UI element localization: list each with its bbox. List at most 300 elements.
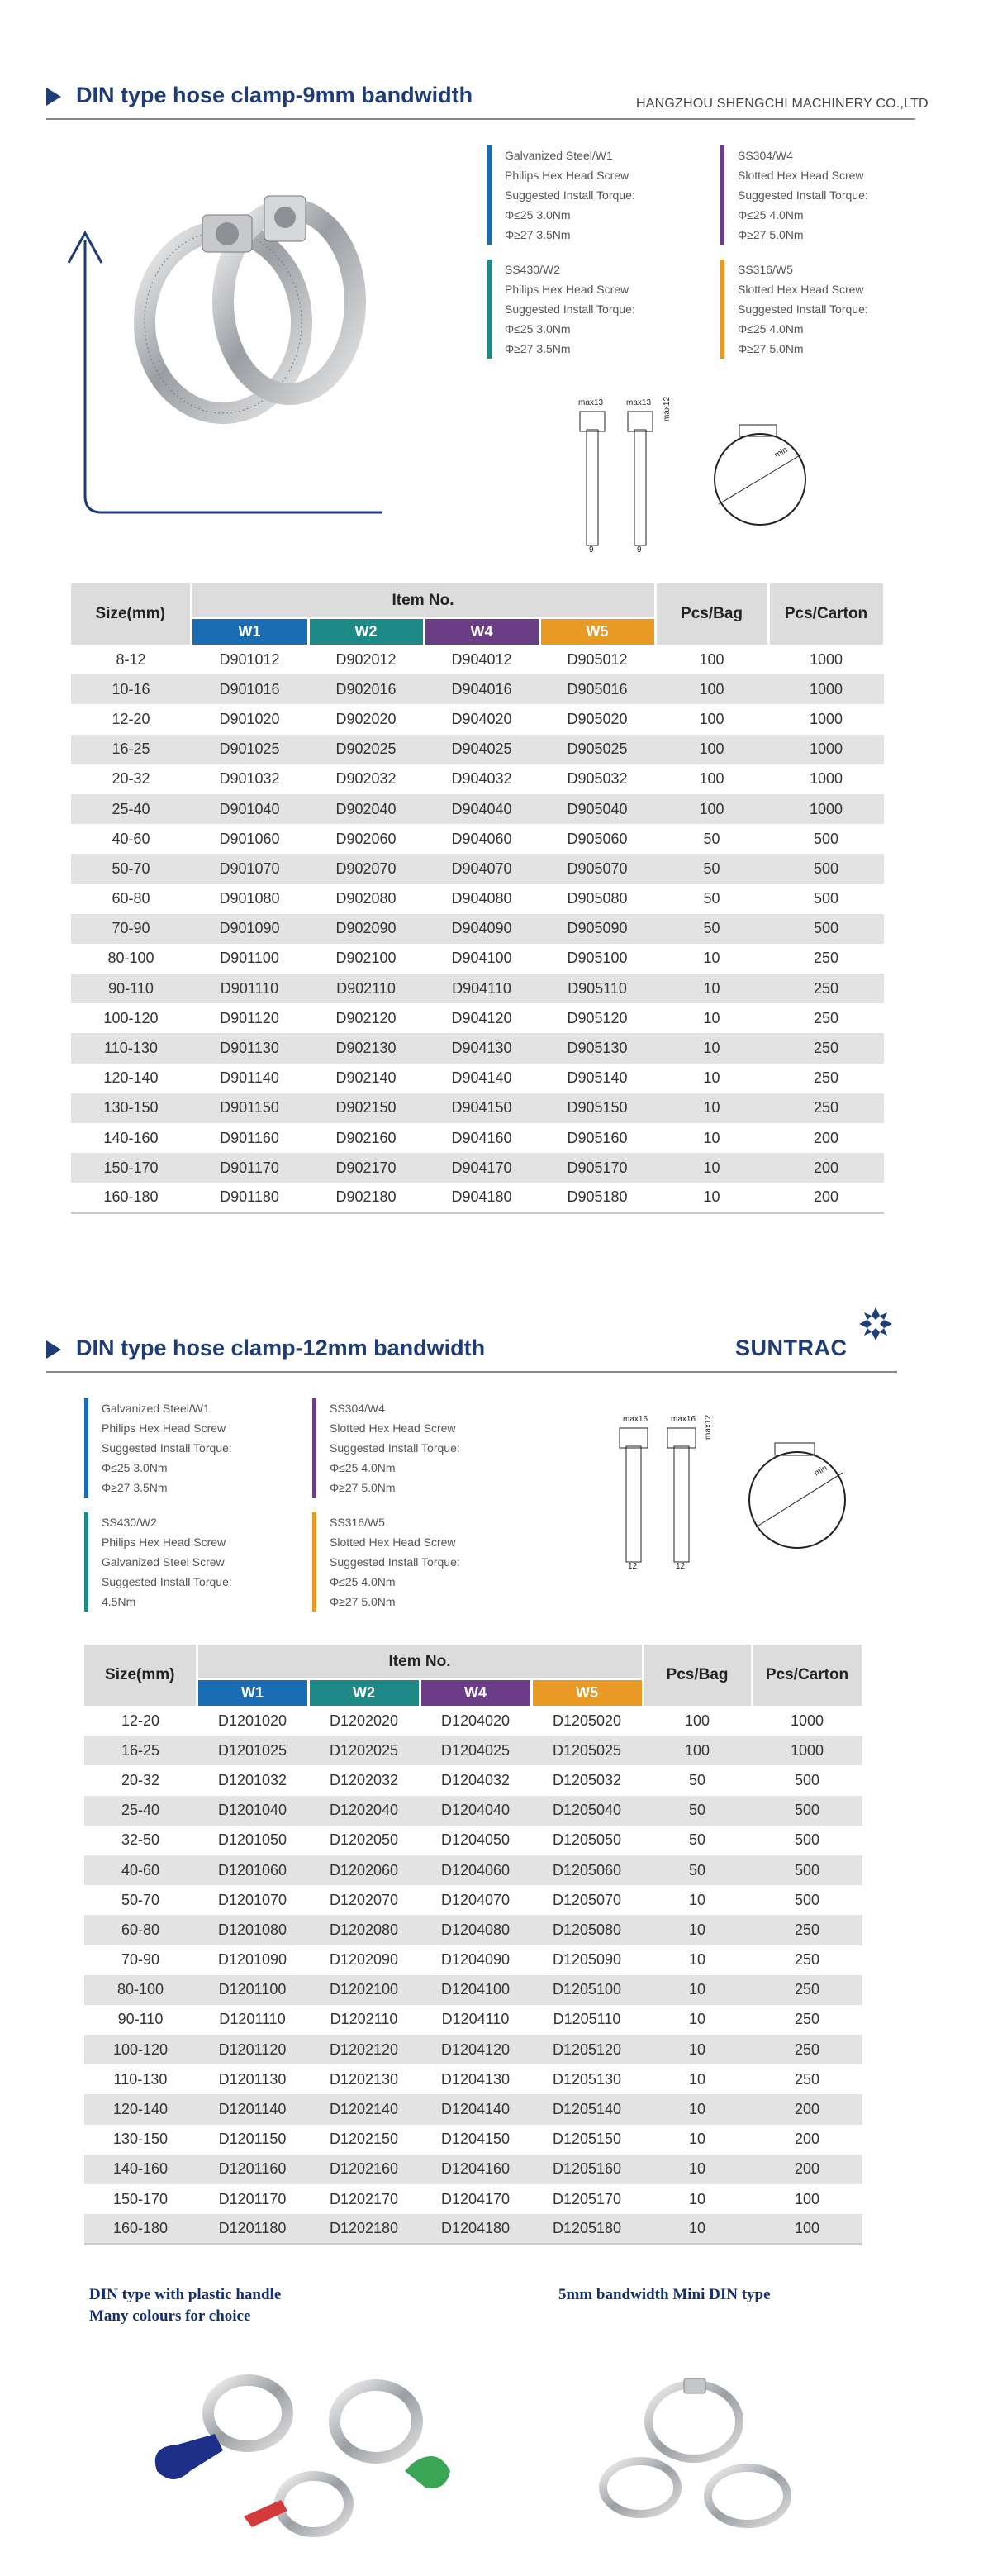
table-cell: D901110 (191, 974, 308, 1003)
table-cell: 250 (813, 950, 839, 967)
table-cell: D901130 (191, 1033, 308, 1063)
dim-label: min (813, 1464, 829, 1478)
table-cell: D901016 (191, 674, 308, 704)
spec-line: Galvanized Steel Screw (102, 1555, 225, 1569)
dim-label: max12 (704, 1414, 713, 1440)
table-cell: D905120 (567, 1009, 628, 1026)
table-cell: D1201170 (218, 2190, 287, 2207)
table-cell: D901020 (219, 710, 280, 727)
dim-label: min (773, 445, 790, 460)
table-cell: D1201160 (197, 2155, 308, 2184)
table-cell: D902100 (335, 950, 397, 967)
table-cell: 160-180 (84, 2214, 197, 2244)
col-carton-header: Pcs/Carton (752, 1645, 862, 1706)
table-cell: D1202120 (308, 2035, 420, 2064)
table-cell: 500 (752, 1796, 862, 1826)
table-cell: 50-70 (71, 854, 191, 883)
table-cell: D904150 (424, 1093, 539, 1123)
col-w5-header: W5 (539, 618, 655, 645)
table-cell: 110-130 (113, 2070, 168, 2088)
table-cell: 50 (703, 830, 720, 847)
table-row (84, 1945, 862, 1975)
table-cell: D1205120 (531, 2035, 643, 2064)
table-cell: D1204020 (440, 1712, 511, 1729)
table-cell: 140-160 (103, 1129, 159, 1146)
table-row (84, 1796, 862, 1826)
table-cell: 60-80 (112, 890, 150, 907)
spec-line: Φ≤25 3.0Nm (102, 1461, 168, 1474)
table-cell: D1204130 (440, 2070, 511, 2088)
table-cell: D904025 (424, 735, 539, 764)
table-row (84, 1736, 862, 1765)
table-cell: D901170 (191, 1153, 308, 1183)
table-cell: 10 (703, 950, 720, 967)
table-cell: D1202032 (329, 1771, 399, 1788)
table-cell: 12-20 (112, 710, 150, 727)
table-cell: D902160 (335, 1129, 397, 1146)
table-cell: D902150 (308, 1093, 424, 1123)
spec-line: Φ≤25 4.0Nm (330, 1461, 396, 1474)
table-cell: 150-170 (71, 1153, 191, 1183)
table-cell: 1000 (768, 794, 884, 824)
table-cell: D1205032 (552, 1771, 622, 1788)
col-w1-header: W1 (197, 1679, 308, 1706)
table-cell: D901060 (219, 830, 280, 847)
table-cell: 100 (684, 1712, 710, 1729)
spec-line: Slotted Hex Head Screw (330, 1421, 456, 1435)
table-cell: 100 (699, 650, 724, 668)
table-cell: D1204110 (441, 2011, 510, 2028)
table-cell: D1202140 (308, 2094, 420, 2124)
table-cell: D1205160 (531, 2155, 643, 2184)
company-name: HANGZHOU SHENGCHI MACHINERY CO.,LTD (636, 97, 929, 111)
table-cell: D1204080 (420, 1915, 531, 1945)
table-cell: D901040 (191, 794, 308, 824)
table-cell: 120-140 (103, 1069, 159, 1087)
table-cell: D1204070 (440, 1891, 511, 1908)
table-row (71, 944, 884, 974)
table-cell: D905012 (567, 650, 628, 668)
spec-line: Φ≤25 4.0Nm (738, 208, 804, 221)
col-item-header: Item No. (191, 583, 655, 618)
table-cell: D904160 (451, 1129, 512, 1146)
spec-line: Galvanized Steel/W1 (505, 149, 613, 162)
spec-line: Suggested Install Torque: (330, 1441, 460, 1455)
table-cell: D905170 (539, 1153, 655, 1183)
spec-line: Φ≥27 3.5Nm (505, 228, 571, 241)
table-cell: 250 (794, 1951, 820, 1969)
table-cell: 25-40 (71, 794, 191, 824)
table-cell: D1204032 (440, 1771, 511, 1788)
table-cell: D902070 (308, 854, 424, 883)
table-cell: D902110 (308, 974, 424, 1003)
table-cell: D905080 (567, 890, 628, 907)
spec-line: Φ≥27 3.5Nm (505, 342, 571, 355)
table-row (84, 1706, 862, 1736)
table-cell: 500 (768, 914, 884, 944)
table-cell: D1202060 (308, 1855, 420, 1885)
table-cell: 16-25 (84, 1736, 197, 1765)
spec-line: Suggested Install Torque: (505, 302, 635, 316)
table-cell: 1000 (768, 674, 884, 704)
table-cell: D1204150 (440, 2131, 511, 2148)
spec-line: SS316/W5 (738, 263, 793, 276)
spec-line: Galvanized Steel/W1 (102, 1402, 210, 1415)
dim-label: max13 (578, 398, 604, 407)
dim-label: 12 (628, 1562, 638, 1570)
table-cell: 80-100 (84, 1975, 197, 2005)
table-cell: D1204140 (420, 2094, 531, 2124)
table-cell: D905070 (539, 854, 655, 883)
table-cell: 500 (794, 1891, 820, 1908)
brand-mark-icon (857, 1306, 894, 1342)
table-cell: 50 (689, 1831, 706, 1849)
table-cell: D1201130 (218, 2070, 287, 2088)
spec-block (720, 260, 868, 359)
table-cell: D904090 (424, 914, 539, 944)
spec-line: Φ≤25 4.0Nm (738, 322, 804, 336)
table-cell: 100-120 (103, 1009, 159, 1026)
spec-line: SS304/W4 (738, 149, 793, 162)
table-cell: D1202150 (329, 2131, 399, 2148)
table-row (71, 1123, 884, 1153)
spec-line: 4.5Nm (102, 1595, 136, 1608)
table-cell: D1202180 (308, 2214, 420, 2244)
dim-label: max13 (626, 398, 652, 407)
table-cell: D1205170 (552, 2190, 622, 2207)
technical-drawing-12mm (595, 1405, 859, 1570)
caption-line: DIN type with plastic handle (89, 2286, 282, 2303)
table-cell: D1205100 (531, 1975, 643, 2005)
table-cell: D902025 (308, 735, 424, 764)
table-cell: 250 (813, 1069, 839, 1087)
table-cell: D1201025 (197, 1736, 308, 1765)
table-cell: 10-16 (71, 674, 191, 704)
brand-name: SUNTRAC (735, 1336, 848, 1360)
table-cell: D1201032 (217, 1771, 287, 1788)
table-cell: D1205025 (531, 1736, 643, 1765)
product-table-9mm (71, 583, 886, 1214)
table-cell: D1204025 (420, 1736, 531, 1765)
table-cell: 10 (689, 2190, 706, 2207)
col-bag-header: Pcs/Bag (643, 1645, 752, 1706)
table-cell: 500 (813, 890, 839, 907)
table-cell: D901160 (220, 1129, 279, 1146)
table-cell: 10 (655, 974, 768, 1003)
spec-line: Suggested Install Torque: (738, 302, 868, 316)
spec-line: Suggested Install Torque: (330, 1555, 460, 1569)
spec-line: SS304/W4 (330, 1402, 385, 1415)
table-cell: D1201100 (197, 1975, 308, 2005)
table-cell: D1205070 (552, 1891, 622, 1908)
table-cell: D1202110 (330, 2011, 398, 2028)
plastic-handle-caption (89, 2284, 281, 2327)
table-cell: D904020 (451, 710, 512, 727)
table-cell: 10 (655, 1033, 768, 1063)
table-cell: 10 (689, 1891, 706, 1908)
table-cell: 250 (752, 1975, 862, 2005)
table-row (71, 794, 884, 824)
table-cell: 16-25 (71, 735, 191, 764)
section1-rule (46, 118, 915, 120)
table-cell: D901120 (220, 1009, 279, 1026)
plastic-handle-clamps-photo (140, 2347, 471, 2554)
table-cell: D904040 (424, 794, 539, 824)
table-cell: D905020 (567, 710, 628, 727)
col-w1-header: W1 (191, 618, 308, 645)
spec-line: Φ≤25 3.0Nm (505, 208, 571, 221)
spec-line: SS430/W2 (102, 1516, 157, 1529)
table-cell: D905040 (539, 794, 655, 824)
table-cell: D904080 (451, 890, 512, 907)
table-cell: D904100 (451, 950, 512, 967)
spec-line: Philips Hex Head Screw (505, 283, 629, 296)
table-row (71, 674, 884, 704)
table-cell: D1202080 (308, 1915, 420, 1945)
technical-drawing-9mm (545, 388, 810, 554)
table-cell: D1201050 (217, 1831, 287, 1849)
dim-label: max12 (663, 396, 672, 421)
table-cell: 32-50 (121, 1831, 160, 1849)
section1-title: DIN type hose clamp-9mm bandwidth (76, 83, 473, 107)
hose-clamp-photo (124, 178, 372, 434)
table-cell: 50 (643, 1796, 752, 1826)
table-cell: D1202025 (308, 1736, 420, 1765)
table-cell: 10 (655, 1093, 768, 1123)
spec-line: Suggested Install Torque: (102, 1575, 232, 1588)
table-cell: D901032 (219, 770, 280, 788)
table-cell: D1202050 (329, 1831, 399, 1849)
table-cell: D1204040 (420, 1796, 531, 1826)
table-cell: D902016 (308, 674, 424, 704)
table-cell: D1205140 (531, 2094, 643, 2124)
table-cell: 200 (768, 1183, 884, 1212)
table-row (84, 2125, 862, 2155)
table-cell: 500 (813, 830, 839, 847)
table-cell: 60-80 (84, 1915, 197, 1945)
col-w2-header: W2 (308, 618, 424, 645)
table-cell: D1204170 (440, 2190, 511, 2207)
table-cell: 1000 (790, 1712, 824, 1729)
table-cell: 110-130 (71, 1033, 191, 1063)
dim-label: 9 (589, 545, 594, 554)
spec-line: Φ≥27 5.0Nm (738, 228, 804, 241)
table-cell: D902012 (335, 650, 397, 668)
spec-line: Φ≥27 5.0Nm (330, 1595, 396, 1608)
table-cell: 100 (699, 710, 724, 727)
table-cell: D905110 (539, 974, 655, 1003)
table-cell: 130-150 (71, 1093, 191, 1123)
spec-line: Suggested Install Torque: (505, 188, 635, 202)
table-cell: D905100 (567, 950, 628, 967)
spec-block (487, 145, 635, 245)
spec-line: Suggested Install Torque: (102, 1441, 232, 1455)
table-cell: D904110 (424, 974, 539, 1003)
table-cell: D904140 (451, 1069, 512, 1087)
table-cell: 10 (643, 2094, 752, 2124)
caption-line: Many colours for choice (89, 2307, 251, 2325)
table-cell: D901180 (191, 1183, 308, 1212)
table-cell: D902080 (335, 890, 397, 907)
table-cell: 100 (643, 1736, 752, 1765)
table-cell: D1204120 (420, 2035, 531, 2064)
table-cell: 100 (794, 2190, 820, 2207)
spec-line: Suggested Install Torque: (738, 188, 868, 202)
table-cell: D1201090 (217, 1951, 287, 1969)
table-cell: 40-60 (112, 830, 150, 847)
table-cell: D1204100 (420, 1975, 531, 2005)
table-cell: D1202040 (308, 1796, 420, 1826)
table-cell: 250 (752, 2035, 862, 2064)
table-cell: D905140 (567, 1069, 628, 1087)
table-cell: 100 (752, 2214, 862, 2244)
section-marker-icon (46, 1340, 61, 1359)
col-w2-header: W2 (308, 1679, 420, 1706)
table-cell: 200 (813, 1129, 839, 1146)
spec-line: Philips Hex Head Screw (505, 169, 629, 182)
col-w4-header: W4 (424, 618, 539, 645)
table-row (84, 2005, 862, 2035)
table-cell: 200 (768, 1153, 884, 1183)
table-cell: 100 (655, 735, 768, 764)
spec-line: Slotted Hex Head Screw (738, 169, 864, 182)
table-row (84, 1765, 862, 1795)
col-item-header: Item No. (197, 1645, 643, 1679)
table-row (71, 884, 884, 914)
table-cell: 10 (643, 2035, 752, 2064)
table-cell: D1202170 (329, 2190, 399, 2207)
table-cell: 12-20 (121, 1712, 160, 1729)
table-cell: D1201180 (197, 2214, 308, 2244)
table-cell: D1205180 (531, 2214, 643, 2244)
table-cell: D904012 (451, 650, 512, 668)
table-cell: 500 (752, 1855, 862, 1885)
table-row (71, 764, 884, 794)
table-row (84, 1855, 862, 1885)
section2-rule (46, 1371, 897, 1373)
table-row (71, 1003, 884, 1033)
table-cell: 8-12 (116, 650, 146, 668)
table-cell: D904170 (424, 1153, 539, 1183)
table-cell: 10 (703, 1069, 720, 1087)
col-w4-header: W4 (420, 1679, 531, 1706)
table-row (71, 824, 884, 854)
table-row (84, 1885, 862, 1915)
table-row (84, 1915, 862, 1945)
table-cell: D1201150 (218, 2131, 287, 2148)
table-cell: 50 (655, 914, 768, 944)
product-table-12mm (84, 1645, 864, 2245)
table-cell: 140-160 (84, 2155, 197, 2184)
section2-title: DIN type hose clamp-12mm bandwidth (76, 1336, 486, 1360)
table-cell: D902090 (308, 914, 424, 944)
table-row (71, 914, 884, 944)
table-cell: 1000 (768, 735, 884, 764)
table-cell: D905025 (539, 735, 655, 764)
dim-label: 9 (637, 545, 642, 554)
table-cell: D905130 (539, 1033, 655, 1063)
table-cell: 100-120 (84, 2035, 197, 2064)
table-cell: 90-110 (117, 2011, 164, 2028)
spec-block (312, 1398, 460, 1498)
table-cell: D1204160 (420, 2155, 531, 2184)
table-cell: D902120 (335, 1009, 397, 1026)
table-cell: D1205040 (531, 1796, 643, 1826)
table-cell: D905016 (539, 674, 655, 704)
table-cell: 500 (794, 1771, 820, 1788)
table-cell: 10 (643, 2155, 752, 2184)
table-cell: D1201080 (197, 1915, 308, 1945)
table-cell: 100 (655, 794, 768, 824)
table-cell: 40-60 (84, 1855, 197, 1885)
table-cell: 1000 (809, 710, 843, 727)
table-cell: D1202130 (329, 2070, 399, 2088)
table-cell: D1205090 (552, 1951, 622, 1969)
table-cell: D902032 (335, 770, 397, 788)
spec-block (84, 1398, 232, 1498)
table-cell: 120-140 (84, 2094, 197, 2124)
table-row (84, 2094, 862, 2124)
table-row (71, 854, 884, 883)
spec-line: Φ≥27 5.0Nm (738, 342, 804, 355)
table-cell: 250 (813, 1009, 839, 1026)
table-cell: 10 (643, 1915, 752, 1945)
table-cell: D1201040 (197, 1796, 308, 1826)
table-cell: D1201110 (219, 2011, 286, 2028)
table-cell: D1201020 (217, 1712, 287, 1729)
table-cell: 100 (655, 674, 768, 704)
table-row (84, 2184, 862, 2214)
table-cell: D1202160 (308, 2155, 420, 2184)
table-cell: 80-100 (107, 950, 154, 967)
table-cell: D1201070 (217, 1891, 287, 1908)
table-row (71, 1033, 884, 1063)
spec-line: Slotted Hex Head Screw (330, 1536, 456, 1549)
spec-line: Φ≤25 3.0Nm (505, 322, 571, 336)
table-cell: D902130 (308, 1033, 424, 1063)
spec-line: Philips Hex Head Screw (102, 1421, 226, 1435)
table-cell: 25-40 (84, 1796, 197, 1826)
table-cell: D905150 (539, 1093, 655, 1123)
table-cell: D901070 (191, 854, 308, 883)
table-cell: D901150 (191, 1093, 308, 1123)
table-cell: D904130 (424, 1033, 539, 1063)
table-cell: 500 (768, 854, 884, 883)
spec-line: SS430/W2 (505, 263, 560, 276)
table-row (71, 1153, 884, 1183)
table-cell: 1000 (752, 1736, 862, 1765)
table-cell: 200 (752, 2094, 862, 2124)
table-cell: D902140 (335, 1069, 397, 1087)
table-cell: D905160 (567, 1129, 628, 1146)
table-row (84, 1975, 862, 2005)
table-row (84, 2035, 862, 2064)
spec-line: Φ≥27 5.0Nm (330, 1481, 396, 1494)
table-cell: D1202100 (308, 1975, 420, 2005)
table-cell: D1201060 (197, 1855, 308, 1885)
table-cell: 1000 (809, 650, 843, 668)
table-row (71, 735, 884, 764)
table-cell: 10 (689, 2011, 706, 2028)
table-cell: 250 (768, 1093, 884, 1123)
table-cell: 200 (794, 2131, 820, 2148)
table-cell: 1000 (809, 770, 843, 788)
table-cell: D1202090 (329, 1951, 399, 1969)
table-cell: D902180 (308, 1183, 424, 1212)
table-row (71, 1093, 884, 1123)
dim-label: max16 (671, 1415, 696, 1424)
mini-din-clamps-photo (570, 2355, 818, 2545)
